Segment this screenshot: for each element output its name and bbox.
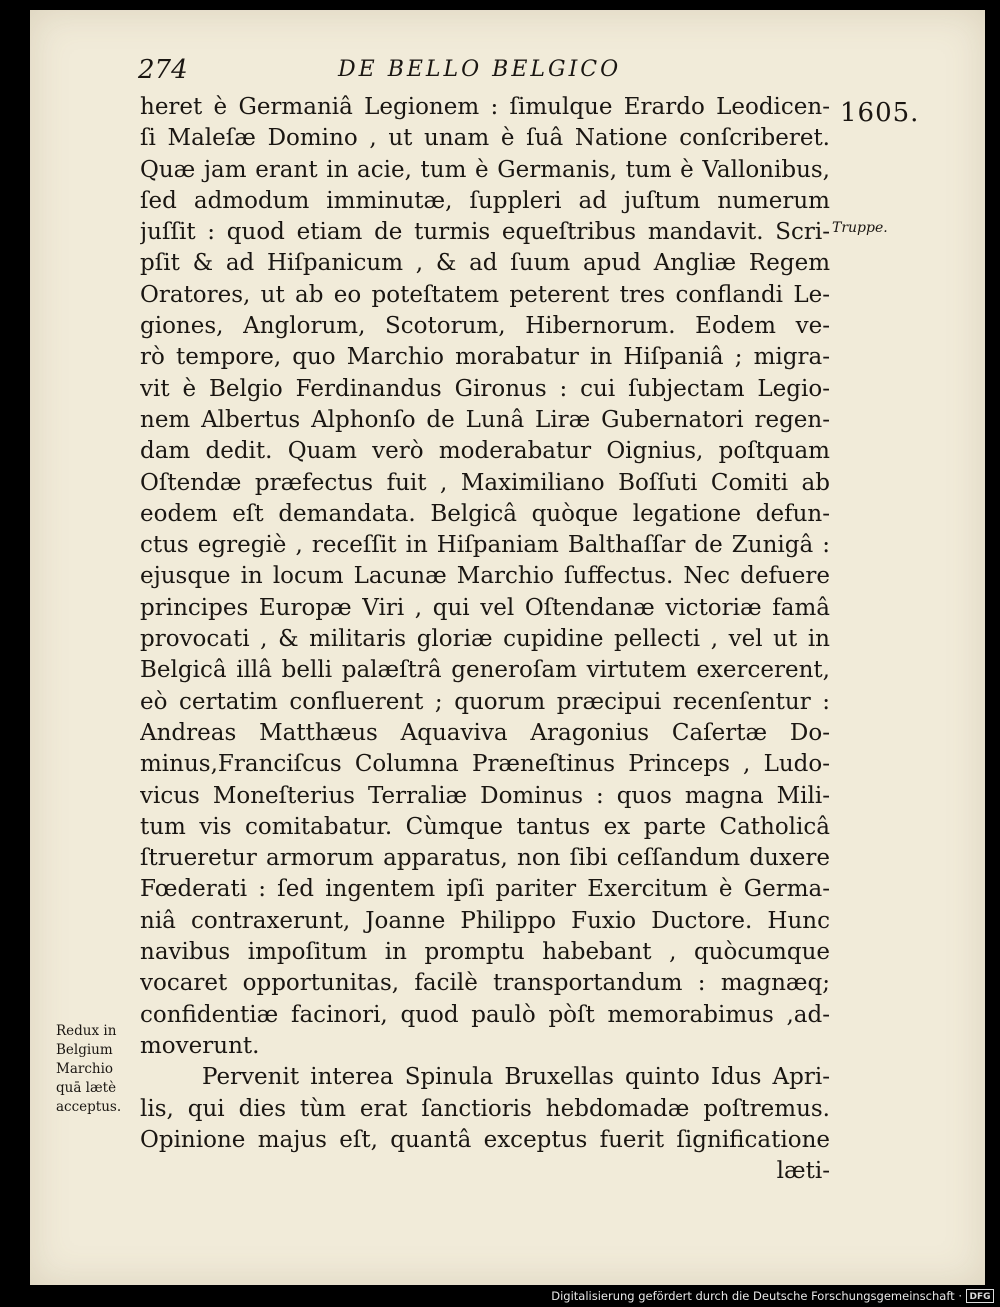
- text-line: tum vis comitabatur. Cùmque tantus ex parte Catholicâ: [140, 813, 830, 840]
- text-line: nem Albertus Alphonſo de Lunâ Liræ Gubernatori regen-: [140, 406, 830, 433]
- running-title: DE BELLO BELGICO: [338, 57, 622, 82]
- text-line: niâ contraxerunt, Joanne Philippo Fuxio Ductore. Hunc: [140, 907, 830, 934]
- text-line: eodem eſt demandata. Belgicâ quòque legatione defun-: [140, 500, 830, 527]
- text-line: Oſtendæ præfectus fuit , Maximiliano Boſſuti Comiti ab: [140, 469, 830, 496]
- text-line: vocaret opportunitas, facilè transportandum : magnæq;: [140, 970, 830, 997]
- catchword: læti-: [776, 1158, 830, 1185]
- margin-note-line: acceptus.: [56, 1099, 122, 1115]
- text-line: giones, Anglorum, Scotorum, Hibernorum. Eodem ve-: [140, 313, 830, 340]
- text-line: minus,Franciſcus Columna Præneſtinus Princeps , Ludo-: [140, 751, 830, 778]
- text-line: Opinione majus eſt, quantâ exceptus fuerit ſignificatione: [140, 1126, 830, 1153]
- text-line: ſi Maleſæ Domino , ut unam è ſuâ Natione conſcriberet.: [140, 125, 830, 152]
- text-line: Quæ jam erant in acie, tum è Germanis, tum è Vallonibus,: [140, 156, 830, 183]
- text-line: ſtrueretur armorum apparatus, non ſibi ceſſandum duxere: [140, 845, 830, 872]
- margin-year: 1605.: [840, 98, 920, 128]
- paragraph-start-line: Pervenit interea Spinula Bruxellas quinto Idus Apri-: [202, 1064, 830, 1091]
- text-line: dam dedit. Quam verò moderabatur Oignius, poſtquam: [140, 438, 830, 465]
- page-number: 274: [138, 55, 188, 85]
- text-line: Belgicâ illâ belli palæſtrâ generoſam virtutem exercerent,: [140, 657, 830, 684]
- text-line: eò certatim confluerent ; quorum præcipui recenſentur :: [140, 688, 830, 715]
- margin-note-line: Redux in: [56, 1023, 117, 1039]
- text-line: principes Europæ Viri , qui vel Oſtendanæ victoriæ famâ: [140, 594, 830, 621]
- text-line: ejusque in locum Lacunæ Marchio ſuffectus. Nec defuere: [140, 563, 830, 590]
- text-line: Oratores, ut ab eo poteſtatem peterent tres conflandi Le-: [140, 281, 830, 308]
- margin-note-right: Truppe.: [832, 220, 888, 236]
- text-line: pſit & ad Hiſpanicum , & ad ſuum apud Angliæ Regem: [140, 250, 830, 277]
- funding-notice: Digitalisierung gefördert durch die Deutsche Forschungsgemeinschaft ·: [551, 1289, 962, 1303]
- text-line: navibus impoſitum in promptu habebant , quòcumque: [140, 939, 830, 966]
- text-line: vicus Moneſterius Terraliæ Dominus : quos magna Mili-: [140, 782, 830, 809]
- text-line: ſed admodum imminutæ, ſuppleri ad juſtum numerum: [140, 187, 830, 214]
- margin-note-line: Marchio: [56, 1061, 114, 1077]
- dfg-logo: DFG: [966, 1289, 994, 1303]
- text-line: juſſit : quod etiam de turmis equeſtribus mandavit. Scri-: [140, 219, 830, 246]
- text-line: confidentiæ facinori, quod paulò pòſt memorabimus ,ad-: [140, 1001, 830, 1028]
- page-header: [138, 55, 658, 95]
- margin-note-line: quā lætè: [56, 1080, 117, 1096]
- text-line: lis, qui dies tùm erat ſanctioris hebdomadæ poſtremus.: [140, 1095, 830, 1122]
- text-line: rò tempore, quo Marchio morabatur in Hiſpaniâ ; migra-: [140, 344, 830, 371]
- text-line: provocati , & militaris gloriæ cupidine pellecti , vel ut in: [140, 626, 830, 653]
- text-line: Andreas Matthæus Aquaviva Aragonius Caſertæ Do-: [140, 719, 830, 746]
- text-line: ctus egregiè , receſſit in Hiſpaniam Balthaſſar de Zunigâ :: [140, 532, 830, 559]
- text-line: vit è Belgio Ferdinandus Gironus : cui ſubjectam Legio-: [140, 375, 830, 402]
- text-line: Fœderati : ſed ingentem ipſi pariter Exercitum è Germa-: [140, 876, 830, 903]
- text-line: heret è Germaniâ Legionem : ſimulque Erardo Leodicen-: [140, 94, 830, 120]
- body-text: [140, 92, 830, 1187]
- margin-note-left: [56, 1022, 142, 1117]
- footer-bar: [0, 1286, 1000, 1307]
- text-line: moverunt.: [140, 1032, 260, 1059]
- margin-note-line: Belgium: [56, 1042, 113, 1058]
